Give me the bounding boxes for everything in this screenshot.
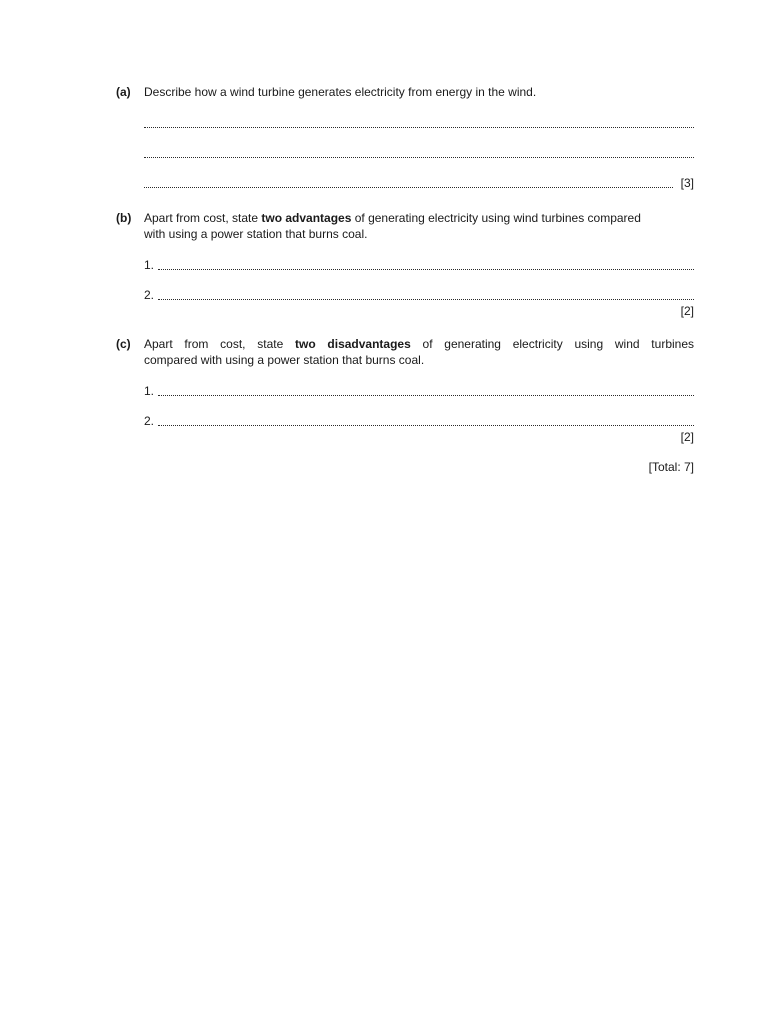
answer-line-3[interactable] [144, 176, 694, 190]
question-emphasis: two advantages [261, 211, 352, 225]
question-text-line2: compared with using a power station that burns coal. [144, 353, 425, 367]
total-marks: [Total: 7] [648, 460, 694, 474]
dotted-line [158, 425, 694, 426]
answer-number: 2. [144, 288, 155, 302]
question-text [144, 210, 694, 242]
question-text: Describe how a wind turbine generates electricity from energy in the wind. [144, 85, 537, 99]
answer-line-1[interactable] [144, 258, 694, 272]
answer-line-2[interactable] [144, 288, 694, 302]
answer-number: 1. [144, 258, 155, 272]
question-emphasis: two disadvantages [295, 337, 411, 351]
question-label: (b) [116, 211, 132, 225]
marks-label: [2] [680, 304, 694, 318]
question-text-before: Apart from cost, state [144, 337, 295, 351]
marks-label: [3] [680, 176, 694, 190]
answer-line-2[interactable] [144, 146, 694, 160]
answer-number: 2. [144, 414, 155, 428]
question-text-after: of generating electricity using wind turbines [410, 337, 695, 351]
question-b [116, 210, 694, 320]
question-label: (c) [116, 337, 131, 351]
answer-line-2[interactable] [144, 414, 694, 428]
dotted-line [158, 299, 694, 300]
dotted-line [158, 269, 694, 270]
question-c [116, 336, 694, 446]
question-text [144, 336, 694, 368]
question-text-after: of generating electricity using wind turbines compared [351, 211, 641, 225]
answer-line-1[interactable] [144, 384, 694, 398]
answer-line-1[interactable] [144, 116, 694, 130]
question-label: (a) [116, 85, 131, 99]
question-a [116, 84, 694, 194]
dotted-line [158, 395, 694, 396]
marks-label: [2] [680, 430, 694, 444]
question-text-line2: with using a power station that burns coal. [144, 227, 368, 241]
dotted-line [144, 187, 673, 188]
dotted-line [144, 157, 694, 158]
answer-number: 1. [144, 384, 155, 398]
question-text-before: Apart from cost, state [144, 211, 262, 225]
dotted-line [144, 127, 694, 128]
